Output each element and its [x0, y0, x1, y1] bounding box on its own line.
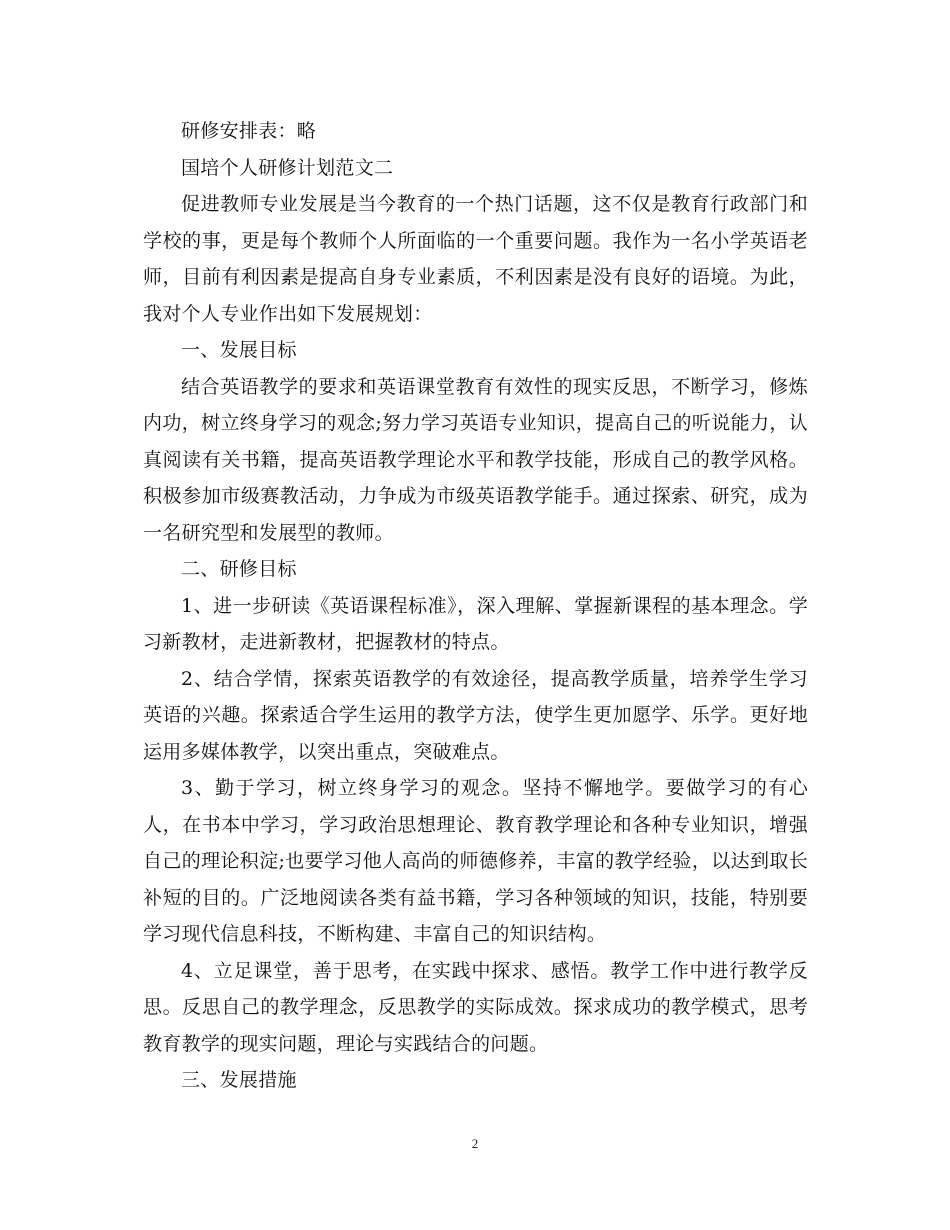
paragraph-schedule-note: 研修安排表：略: [181, 120, 317, 142]
document-body: [143, 113, 808, 1099]
heading-development-measures: 三、发展措施: [181, 1069, 297, 1091]
paragraph-intro: 促进教师专业发展是当今教育的一个热门话题，这不仅是教育行政部门和学校的事，更是每个教师个人所面临的一个重要问题。我作为一名小学英语老师，目前有利因素是提高自身专业素质，不利因素是没有良好的语境。为此，我对个人专业作出如下发展规划：: [143, 193, 808, 325]
heading-study-goals: 二、研修目标: [181, 558, 297, 580]
paragraph-study-goal-2: 2、结合学情，探索英语教学的有效途径，提高教学质量，培养学生学习英语的兴趣。探索适合学生运用的教学方法，使学生更加愿学、乐学。更好地运用多媒体教学，以突出重点，突破难点。: [143, 667, 808, 763]
paragraph-study-goal-3: 3、勤于学习，树立终身学习的观念。坚持不懈地学。要做学习的有心人，在书本中学习，学习政治思想理论、教育教学理论和各种专业知识，增强自己的理论积淀;也要学习他人高尚的师德修养，丰富的教学经验，以达到取长补短的目的。广泛地阅读各类有益书籍，学习各种领域的知识，技能，特别要学习现代信息科技，不断构建、丰富自己的知识结构。: [143, 777, 808, 945]
page-number: 2: [471, 1136, 479, 1151]
paragraph-development-goals: 结合英语教学的要求和英语课堂教育有效性的现实反思，不断学习，修炼内功，树立终身学习的观念;努力学习英语专业知识，提高自己的听说能力，认真阅读有关书籍，提高英语教学理论水平和教学技能，形成自己的教学风格。积极参加市级赛教活动，力争成为市级英语教学能手。通过探索、研究，成为一名研究型和发展型的教师。: [143, 375, 808, 544]
paragraph-study-goal-4: 4、立足课堂，善于思考，在实践中探求、感悟。教学工作中进行教学反思。反思自己的教学理念，反思教学的实际成效。探求成功的教学模式，思考教育教学的现实问题，理论与实践结合的问题。: [143, 959, 808, 1055]
paragraph-study-goal-1: 1、进一步研读《英语课程标准》，深入理解、掌握新课程的基本理念。学习新教材，走进新教材，把握教材的特点。: [143, 594, 808, 653]
heading-development-goals: 一、发展目标: [181, 339, 297, 361]
paragraph-sample-title: 国培个人研修计划范文二: [181, 156, 394, 179]
